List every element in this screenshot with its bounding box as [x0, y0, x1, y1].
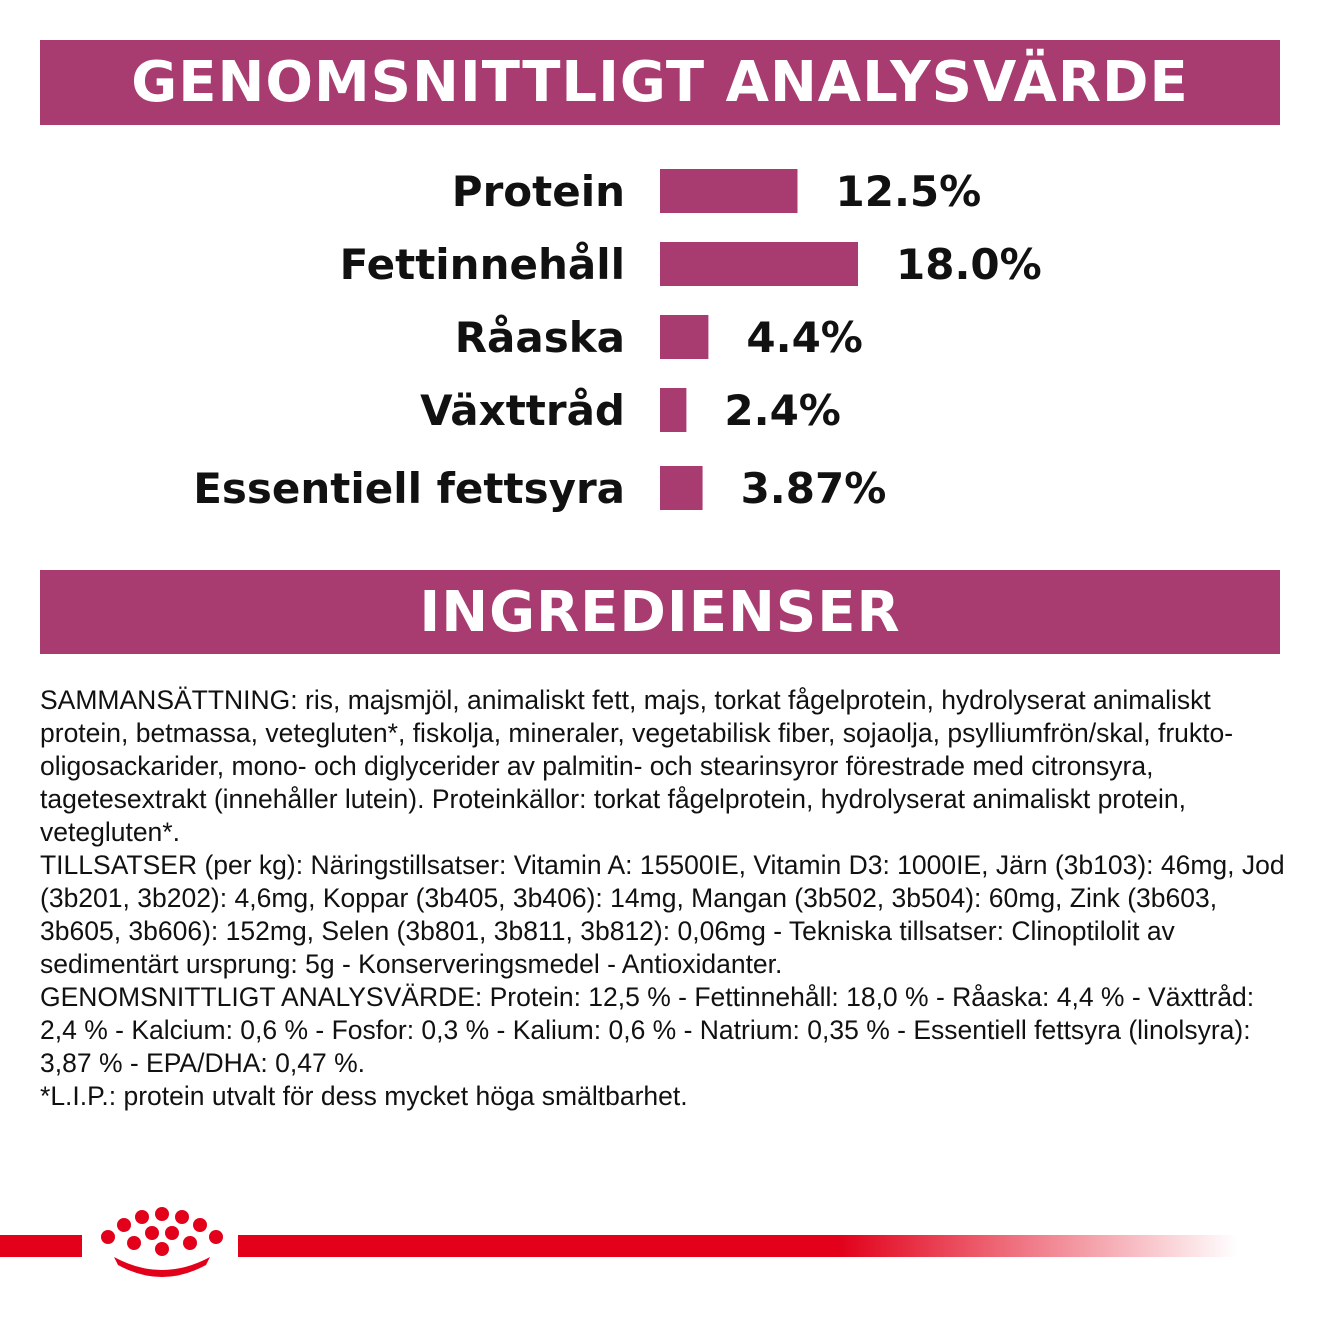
analysis-paragraph: GENOMSNITTLIGT ANALYSVÄRDE: Protein: 12,5 % - Fettinnehåll: 18,0 % - Råaska: 4,4 % - Växttråd: 2,4 % - Kalcium: 0,6 % - Fosfor: 0,3 % - Kalium: 0,6 % - Natrium: 0,35 % - Essentiell fettsyra (linolsyra): 3,87 % - EPA/DHA: 0,47 %.	[40, 982, 1255, 1078]
category-label: Protein	[451, 167, 625, 216]
ingredients-header	[40, 570, 1280, 654]
bar	[660, 388, 686, 432]
category-label: Råaska	[454, 313, 625, 362]
value-label: 4.4%	[746, 313, 863, 362]
ingredients-title: INGREDIENSER	[419, 579, 901, 645]
bar	[660, 466, 703, 510]
value-label: 12.5%	[835, 167, 982, 216]
category-label: Essentiell fettsyra	[193, 464, 625, 513]
value-label: 3.87%	[740, 464, 887, 513]
analysis-title: GENOMSNITTLIGT ANALYSVÄRDE	[131, 50, 1189, 115]
analysis-bar-chart	[0, 140, 1320, 540]
crown-icon	[92, 1205, 232, 1285]
additives-paragraph: TILLSATSER (per kg): Näringstillsatser: Vitamin A: 15500IE, Vitamin D3: 1000IE, Järn (3b103): 46mg, Jod (3b201, 3b202): 4,6mg, Koppar (3b405, 3b406): 14mg, Mangan (3b502, 3b504): 60mg, Zink (3b603, 3b605, 3b606): 152mg, Selen (3b801, 3b811, 3b812): 0,06mg - Tekniska tillsatser: Clinoptilolit av sedimentärt ursprung: 5g - Konserveringsmedel - Antioxidanter.	[40, 850, 1285, 979]
analysis-header	[40, 40, 1280, 125]
footer-line-left	[0, 1235, 82, 1257]
footnote-paragraph: *L.I.P.: protein utvalt för dess mycket höga smältbarhet.	[40, 1081, 688, 1111]
category-label: Fettinnehåll	[339, 240, 625, 289]
value-label: 18.0%	[896, 240, 1042, 289]
value-label: 2.4%	[724, 386, 841, 435]
bar	[660, 315, 708, 359]
bar	[660, 169, 798, 213]
ingredients-text	[40, 684, 1290, 1113]
composition-paragraph: SAMMANSÄTTNING: ris, majsmjöl, animaliskt fett, majs, torkat fågelprotein, hydrolyserat animaliskt protein, betmassa, vetegluten*, fiskolja, mineraler, vegetabilisk fiber, sojaolja, psylliumfrön/skal, frukto-oligosackarider, mono- och diglycerider av palmitin- och stearinsyror förestrade med citronsyra, tagetesextrakt (innehåller lutein). Proteinkällor: torkat fågelprotein, hydrolyserat animaliskt protein, vetegluten*.	[40, 685, 1234, 847]
bar	[660, 242, 858, 286]
category-label: Växttråd	[420, 386, 625, 435]
footer-line-right	[238, 1235, 1238, 1257]
